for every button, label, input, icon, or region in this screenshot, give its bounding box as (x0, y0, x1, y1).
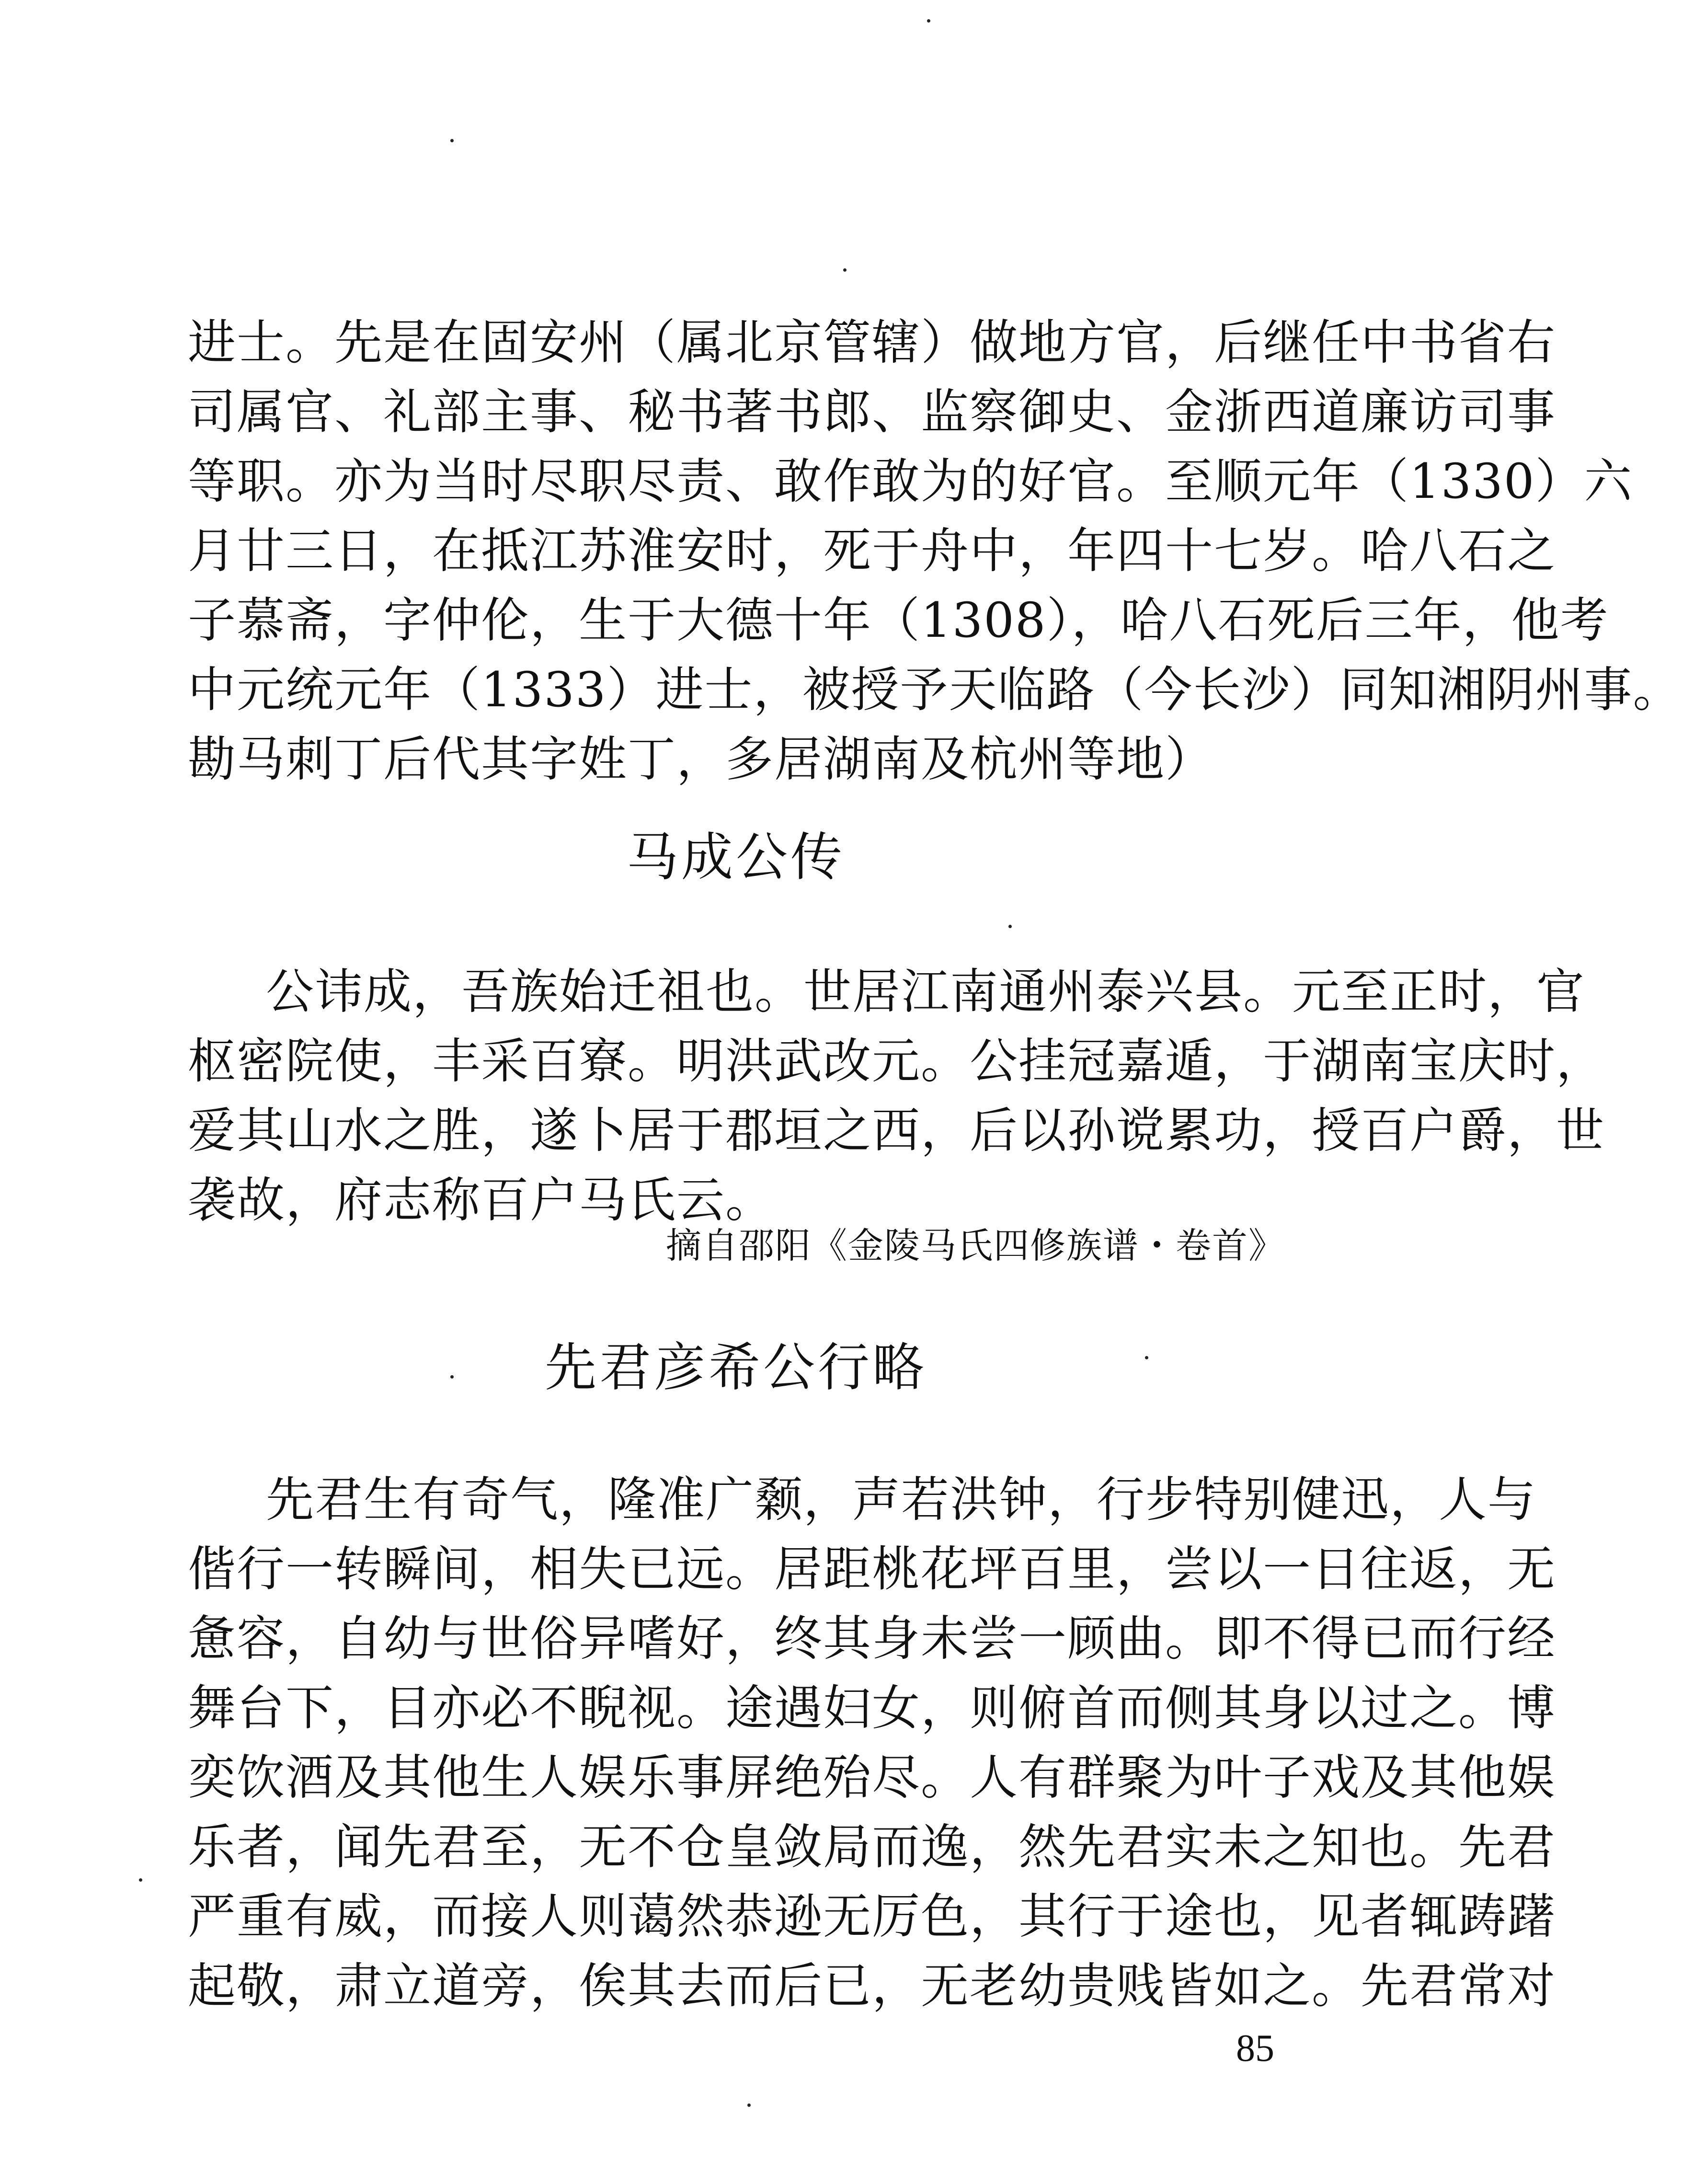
section2-line-2: 偕行一转瞬间，相失已远。居距桃花坪百里，尝以一日往返，无 (188, 1541, 1556, 1597)
section2-line-4: 舞台下，目亦必不睨视。途遇妇女，则俯首而侧其身以过之。博 (188, 1680, 1556, 1736)
section2-line-5: 奕饮酒及其他生人娱乐事屏绝殆尽。人有群聚为叶子戏及其他娱 (188, 1749, 1556, 1805)
section2-line-7: 严重有威，而接人则蔼然恭逊无厉色，其行于途也，见者辄踌躇 (188, 1888, 1556, 1944)
section1-line-1: 公讳成，吾族始迁祖也。世居江南通州泰兴县。元至正时，官 (266, 964, 1585, 1020)
paragraph1-line-1: 进士。先是在固安州（属北京管辖）做地方官，后继任中书省右 (188, 314, 1556, 370)
section2-line-8: 起敬，肃立道旁，俟其去而后已，无老幼贵贱皆如之。先君常对 (188, 1958, 1556, 2014)
section1-title: 马成公传 (626, 828, 845, 887)
section2-title: 先君彦希公行略 (544, 1338, 927, 1398)
scan-speck (747, 2104, 751, 2107)
scan-speck (927, 19, 930, 23)
scan-speck (450, 139, 454, 142)
paragraph1-line-3: 等职。亦为当时尽职尽责、敢作敢为的好官。至顺元年（1330）六 (188, 453, 1633, 509)
scan-speck (1145, 1356, 1148, 1359)
scan-speck (1008, 925, 1012, 928)
paragraph1-line-6: 中元统元年（1333）进士，被授予天临路（今长沙）同知湘阴州事。 (188, 662, 1682, 718)
section1-source: 摘自邵阳《金陵马氏四修族谱・卷首》 (666, 1225, 1285, 1266)
scan-speck (843, 268, 847, 272)
section2-line-1: 先君生有奇气，隆准广颡，声若洪钟，行步特别健迅，人与 (266, 1471, 1536, 1528)
section1-line-2: 枢密院使，丰采百寮。明洪武改元。公挂冠嘉遁，于湖南宝庆时， (188, 1033, 1605, 1089)
page-number: 85 (1236, 2027, 1274, 2069)
section2-line-6: 乐者，闻先君至，无不仓皇敛局而逸，然先君实未之知也。先君 (188, 1819, 1556, 1875)
scan-speck (139, 1878, 142, 1882)
section1-line-4: 袭故，府志称百户马氏云。 (188, 1172, 774, 1228)
section1-line-3: 爱其山水之胜，遂卜居于郡垣之西，后以孙谠累功，授百户爵，世 (188, 1103, 1605, 1159)
paragraph1-line-5: 子慕斋，字仲伦，生于大德十年（1308），哈八石死后三年，他考 (188, 592, 1609, 648)
paragraph1-line-7: 勘马刺丁后代其字姓丁，多居湖南及杭州等地） (188, 731, 1214, 787)
paragraph1-line-4: 月廿三日，在抵江苏淮安时，死于舟中，年四十七岁。哈八石之 (188, 523, 1556, 579)
paragraph1-line-2: 司属官、礼部主事、秘书著书郎、监察御史、金浙西道廉访司事 (188, 384, 1556, 440)
section2-line-3: 惫容，自幼与世俗异嗜好，终其身未尝一顾曲。即不得已而行经 (188, 1610, 1556, 1667)
scan-speck (450, 1375, 454, 1379)
